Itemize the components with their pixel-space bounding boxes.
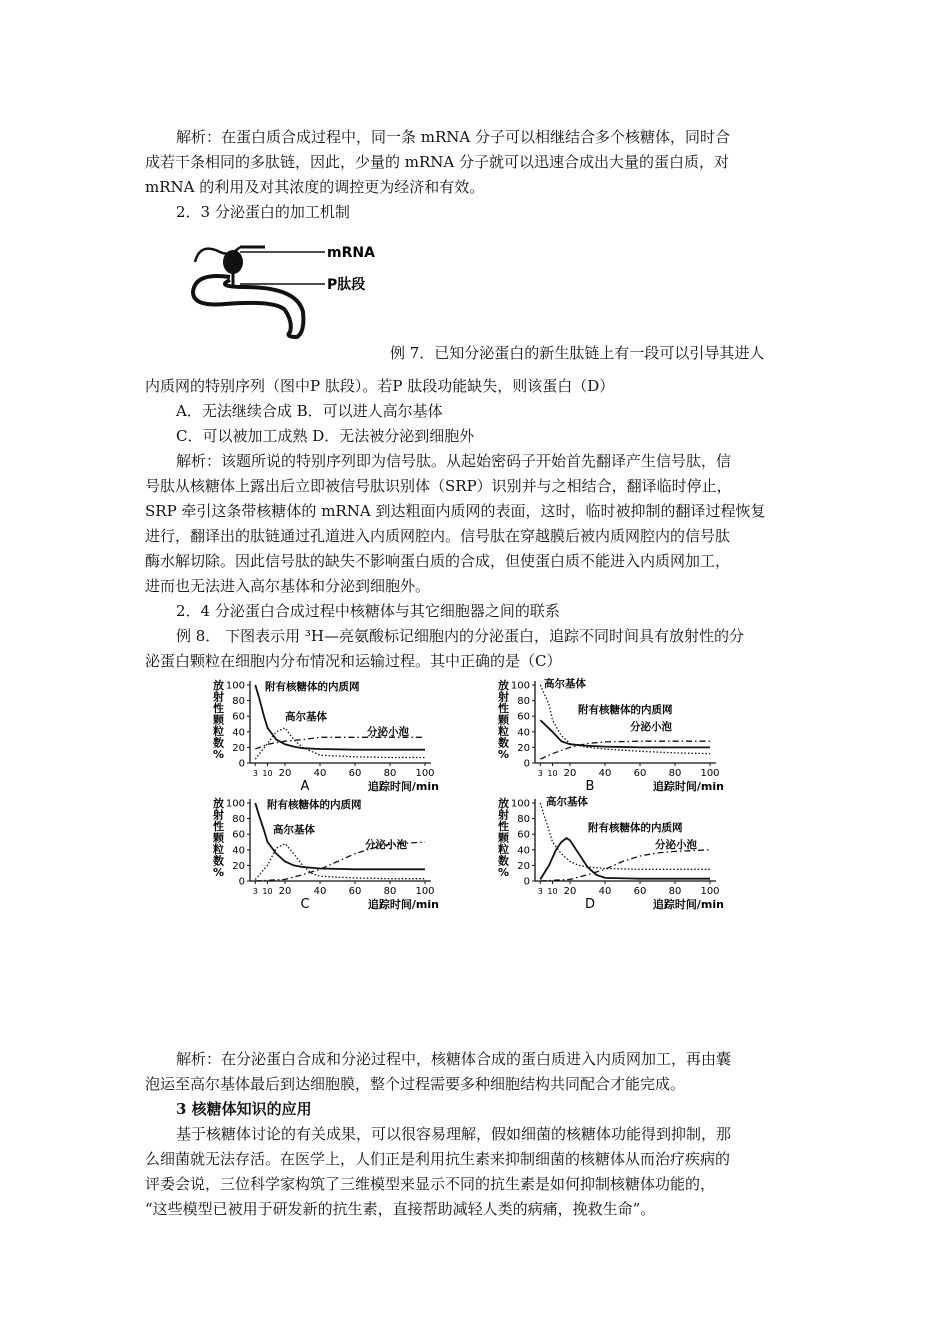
y-axis-title: 放射性颗粒数%	[213, 679, 225, 761]
series-line	[540, 720, 710, 747]
y-tick-label: 0	[523, 876, 530, 888]
y-tick-label: 20	[232, 742, 245, 754]
series-line	[540, 850, 710, 881]
para2-line1: 解析：该题所说的特别序列即为信号肽。从起始密码子开始首先翻译产生信号肽，信	[176, 452, 732, 470]
series-label: 高尔基体	[285, 711, 327, 723]
y-tick-label: 100	[510, 798, 530, 810]
x-tick-label: 80	[668, 768, 682, 779]
x-tick-label: 60	[348, 886, 362, 897]
ex7-options-cd: C．可以被加工成熟 D．无法被分泌到细胞外	[176, 427, 475, 445]
x-tick-label: 80	[668, 886, 682, 897]
y-tick-label: 100	[510, 680, 530, 692]
series-line	[255, 685, 425, 750]
para2-line4: 进行，翻译出的肽链通过孔道进入内质网腔内。信号肽在穿越膜后被内质网腔内的信号肽	[145, 527, 731, 545]
y-tick-label: 60	[517, 711, 530, 723]
para1-line3: mRNA 的利用及对其浓度的调控更为经济和有效。	[145, 178, 485, 196]
x-axis-title: 追踪时间/min	[652, 780, 724, 793]
y-tick-label: 0	[238, 876, 245, 888]
para2-line3: SRP 牵引这条带核糖体的 mRNA 到达粗面内质网的表面，这时，临时被抑制的翻译过程恢复	[145, 502, 766, 520]
y-tick-label: 20	[517, 742, 530, 754]
x-tick-label: 40	[598, 768, 612, 779]
x-tick-label: 20	[278, 886, 292, 897]
x-tick-label: 40	[313, 886, 327, 897]
x-tick-label: 20	[278, 768, 292, 779]
series-label: 分泌小泡	[630, 721, 672, 733]
ex7-options-ab: A．无法继续合成 B．可以进人高尔基体	[176, 402, 443, 420]
panel-label: A	[300, 779, 310, 793]
x-tick-label: 3	[252, 887, 258, 896]
y-tick-label: 60	[232, 829, 245, 841]
x-tick-label: 10	[262, 887, 273, 896]
y-tick-label: 80	[232, 696, 245, 708]
x-axis-title: 追踪时间/min	[652, 898, 724, 911]
ex7-line2: 内质网的特别序列（图中P 肽段）。若P 肽段功能缺失，则该蛋白（D）	[145, 377, 615, 395]
x-tick-label: 100	[415, 886, 435, 897]
y-tick-label: 20	[232, 860, 245, 872]
y-tick-label: 100	[225, 680, 245, 692]
chart-b	[490, 675, 730, 797]
x-tick-label: 10	[547, 769, 558, 778]
heading-2-4: 2．4 分泌蛋白合成过程中核糖体与其它细胞器之间的联系	[176, 602, 560, 620]
y-tick-label: 0	[238, 758, 245, 770]
series-label: 高尔基体	[544, 678, 586, 690]
y-axis-title: 放射性颗粒数%	[498, 679, 510, 761]
chart-a	[205, 675, 445, 797]
x-tick-label: 3	[252, 769, 258, 778]
panel-label: D	[584, 897, 596, 911]
heading-3: 3 核糖体知识的应用	[176, 1100, 312, 1118]
chart-c	[205, 793, 445, 915]
y-tick-label: 40	[517, 727, 530, 739]
x-tick-label: 100	[700, 768, 720, 779]
series-line	[540, 803, 710, 869]
p-peptide-label: P肽段	[327, 277, 366, 293]
mrna-label: mRNA	[327, 245, 375, 261]
ex8-line1: 例 8． 下图表示用 ³H—亮氨酸标记细胞内的分泌蛋白，追踪不同时间具有放射性的分	[176, 627, 744, 645]
y-tick-label: 80	[232, 814, 245, 826]
para4-line4: “这些模型已被用于研发新的抗生素，直接帮助减轻人类的病痛，挽救生命”。	[145, 1200, 656, 1218]
para2-line6: 进而也无法进入高尔基体和分泌到细胞外。	[145, 577, 431, 595]
y-axis-title: 放射性颗粒数%	[213, 797, 225, 879]
para4-line1: 基于核糖体讨论的有关成果，可以很容易理解，假如细菌的核糖体功能得到抑制，那	[176, 1125, 732, 1143]
x-tick-label: 20	[563, 886, 577, 897]
series-line	[255, 737, 425, 749]
y-tick-label: 20	[517, 860, 530, 872]
series-label: 附有核糖体的内质网	[588, 822, 683, 834]
y-tick-label: 40	[232, 845, 245, 857]
x-tick-label: 60	[633, 768, 647, 779]
x-axis-title: 追踪时间/min	[367, 780, 439, 793]
y-tick-label: 80	[517, 814, 530, 826]
panel-label: C	[300, 897, 310, 911]
series-label: 附有核糖体的内质网	[578, 704, 673, 716]
x-tick-label: 40	[313, 768, 327, 779]
x-tick-label: 80	[383, 886, 397, 897]
ex8-line2: 泌蛋白颗粒在细胞内分布情况和运输过程。其中正确的是（C）	[145, 652, 562, 670]
chart-d	[490, 793, 730, 915]
para1-line2: 成若干条相同的多肽链，因此，少量的 mRNA 分子就可以迅速合成出大量的蛋白质，对	[145, 153, 730, 171]
ex7-line1: 例 7．已知分泌蛋白的新生肽链上有一段可以引导其进人	[390, 344, 765, 362]
series-line	[255, 803, 425, 869]
y-tick-label: 0	[523, 758, 530, 770]
y-tick-label: 100	[225, 798, 245, 810]
series-label: 分泌小泡	[367, 726, 409, 738]
y-tick-label: 80	[517, 696, 530, 708]
para4-line2: 么细菌就无法存活。在医学上，人们正是利用抗生素来抑制细菌的核糖体从而治疗疾病的	[145, 1150, 731, 1168]
series-label: 分泌小泡	[365, 839, 407, 851]
x-tick-label: 100	[415, 768, 435, 779]
heading-2-3: 2．3 分泌蛋白的加工机制	[176, 203, 350, 221]
y-tick-label: 60	[232, 711, 245, 723]
x-tick-label: 20	[563, 768, 577, 779]
y-axis-title: 放射性颗粒数%	[498, 797, 510, 879]
x-tick-label: 40	[598, 886, 612, 897]
y-tick-label: 60	[517, 829, 530, 841]
panel-label: B	[585, 779, 595, 793]
x-tick-label: 10	[262, 769, 273, 778]
x-axis-title: 追踪时间/min	[367, 898, 439, 911]
para1-line1: 解析：在蛋白质合成过程中，同一条 mRNA 分子可以相继结合多个核糖体，同时合	[176, 128, 731, 146]
x-tick-label: 3	[537, 769, 543, 778]
y-tick-label: 40	[517, 845, 530, 857]
x-tick-label: 60	[633, 886, 647, 897]
x-tick-label: 80	[383, 768, 397, 779]
para3-line1: 解析：在分泌蛋白合成和分泌过程中，核糖体合成的蛋白质进入内质网加工，再由囊	[176, 1050, 732, 1068]
x-tick-label: 3	[537, 887, 543, 896]
para4-line3: 评委会说，三位科学家构筑了三维模型来显示不同的抗生素是如何抑制核糖体功能的，	[145, 1175, 716, 1193]
ribosome-figure	[185, 232, 395, 342]
x-tick-label: 100	[700, 886, 720, 897]
y-tick-label: 40	[232, 727, 245, 739]
series-label: 附有核糖体的内质网	[265, 681, 360, 693]
series-label: 附有核糖体的内质网	[267, 799, 362, 811]
para3-line2: 泡运至高尔基体最后到达细胞膜，整个过程需要多种细胞结构共同配合才能完成。	[145, 1075, 686, 1093]
para2-line5: 酶水解切除。因此信号肽的缺失不影响蛋白质的合成，但使蛋白质不能进入内质网加工，	[145, 552, 731, 570]
series-label: 高尔基体	[273, 824, 315, 836]
series-label: 高尔基体	[546, 796, 588, 808]
para2-line2: 号肽从核糖体上露出后立即被信号肽识别体（SRP）识别并与之相结合，翻译临时停止，	[145, 477, 732, 495]
x-tick-label: 60	[348, 768, 362, 779]
series-label: 分泌小泡	[655, 839, 697, 851]
x-tick-label: 10	[547, 887, 558, 896]
